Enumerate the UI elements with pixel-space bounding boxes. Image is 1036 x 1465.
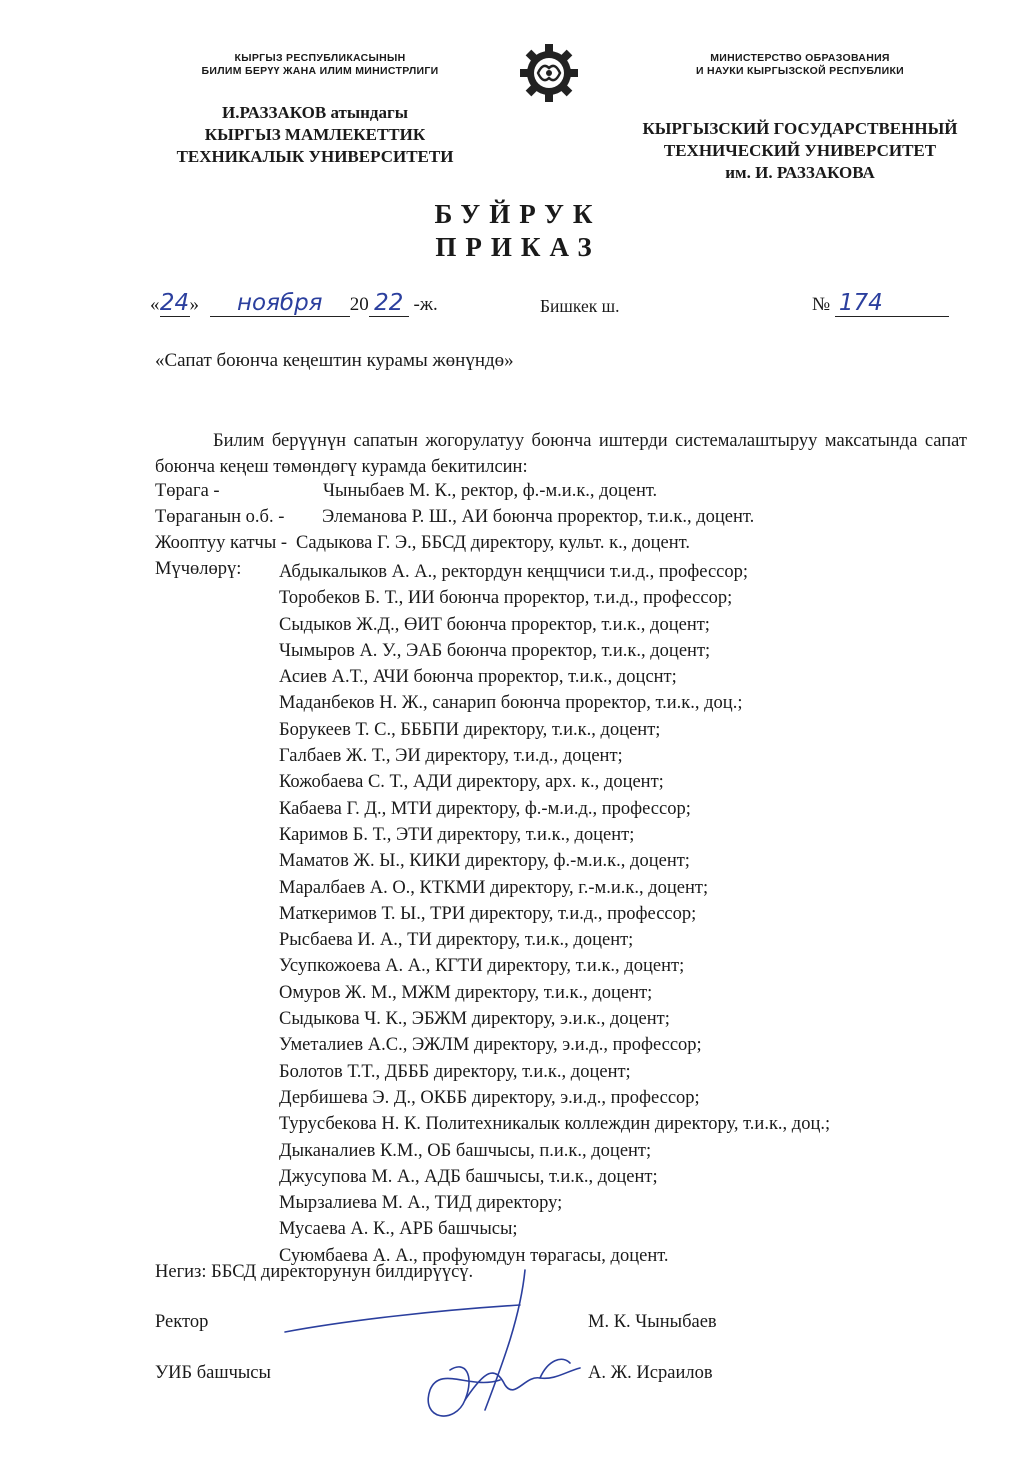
member-item: Сыдыкова Ч. К., ЭБЖМ директору, э.и.к., доцент;	[279, 1009, 670, 1030]
right-university-name	[620, 118, 980, 184]
left-ministry-line: БИЛИМ БЕРҮҮ ЖАНА ИЛИМ МИНИСТРЛИГИ	[201, 65, 439, 77]
member-item: Суюмбаева А. А., профуюмдун төрагасы, доцент.	[279, 1245, 669, 1266]
document-title	[0, 198, 1036, 264]
date-close-quote: »	[189, 294, 199, 315]
number-value: 174	[835, 290, 949, 317]
head-name: А. Ж. Исраилов	[588, 1363, 713, 1383]
rector-label: Ректор	[155, 1312, 209, 1332]
member-item: Торобеков Б. Т., ИИ боюнча проректор, т.и.д., профессор;	[279, 588, 733, 609]
date-year-unit: -ж.	[413, 294, 438, 315]
right-university-line: им. И. РАЗЗАКОВА	[725, 163, 875, 182]
chair-label: Төрага -	[155, 481, 220, 501]
rector-name: М. К. Чыныбаев	[588, 1312, 717, 1332]
date-month: ноября	[210, 290, 350, 317]
member-item: Дербишева Э. Д., ОКББ директору, э.и.д., профессор;	[279, 1087, 700, 1108]
date-line	[150, 290, 438, 317]
date-day: 24	[159, 290, 190, 316]
date-open-quote: «	[150, 294, 160, 315]
title-line-russian: ПРИКАЗ	[435, 232, 601, 262]
member-item: Рысбаева И. А., ТИ директору, т.и.к., доцент;	[279, 930, 634, 951]
member-item: Асиев А.Т., АЧИ боюнча проректор, т.и.к., доцснт;	[279, 667, 677, 688]
members-label: Мүчөлөрү:	[155, 559, 242, 579]
member-item: Сыдыков Ж.Д., ӨИТ боюнча проректор, т.и.к., доцент;	[279, 614, 710, 635]
members-list	[279, 559, 979, 1269]
member-item: Турусбекова Н. К. Политехникалык коллеждин директору, т.и.к., доц.;	[279, 1114, 831, 1135]
member-item: Уметалиев А.С., ЭЖЛМ директору, э.и.д., профессор;	[279, 1035, 702, 1056]
member-item: Каримов Б. Т., ЭТИ директору, т.и.к., доцент;	[279, 824, 635, 845]
head-label: УИБ башчысы	[155, 1363, 271, 1383]
order-number	[812, 290, 949, 317]
left-university-line: И.РАЗЗАКОВ атындагы	[221, 103, 409, 122]
member-item: Мусаева А. К., АРБ башчысы;	[279, 1219, 518, 1240]
right-university-line: ТЕХНИЧЕСКИЙ УНИВЕРСИТЕТ	[663, 141, 937, 160]
title-line-kyrgyz: БУЙРУК	[434, 199, 602, 229]
date-year-prefix: 20	[349, 294, 369, 315]
right-ministry-line: МИНИСТЕРСТВО ОБРАЗОВАНИЯ	[710, 52, 890, 64]
basis-line: Негиз: ББСД директорунун билдирүүсү.	[155, 1262, 474, 1282]
member-item: Кабаева Г. Д., МТИ директору, ф.-м.и.д., профессор;	[279, 798, 691, 819]
member-item: Усупкожоева А. А., КГТИ директору, т.и.к., доцент;	[279, 956, 685, 977]
secretary-label: Жооптуу катчы -	[155, 533, 288, 553]
left-university-line: КЫРГЫЗ МАМЛЕКЕТТИК	[204, 125, 426, 144]
member-item: Маралбаев А. О., КТКМИ директору, г.-м.и.к., доцент;	[279, 877, 709, 898]
member-item: Маданбеков Н. Ж., санарип боюнча проректор, т.и.к., доц.;	[279, 693, 743, 714]
city: Бишкек ш.	[540, 296, 620, 316]
right-ministry-name	[650, 52, 950, 78]
secretary-entry: Садыкова Г. Э., ББСД директору, культ. к., доцент.	[296, 533, 690, 553]
member-item: Борукеев Т. С., БББПИ директору, т.и.к., доцент;	[279, 719, 661, 740]
member-item: Маматов Ж. Ы., КИКИ директору, ф.-м.и.к., доцент;	[279, 851, 690, 872]
intro-paragraph: Билим берүүнүн сапатын жогорулатуу боюнча иштерди системалаштыруу максатында сапат боюнча кеңеш төмөндөгү курамда бекитилсин:	[155, 431, 967, 478]
deputy-entry: Элеманова Р. Ш., АИ боюнча проректор, т.и.к., доцент.	[322, 507, 755, 527]
member-item: Болотов Т.Т., ДБББ директору, т.и.к., доцент;	[279, 1061, 631, 1082]
member-item: Маткеримов Т. Ы., ТРИ директору, т.и.д., профессор;	[279, 903, 697, 924]
right-university-line: КЫРГЫЗСКИЙ ГОСУДАРСТВЕННЫЙ	[642, 119, 958, 138]
left-ministry-line: КЫРГЫЗ РЕСПУБЛИКАСЫНЫН	[234, 52, 406, 64]
member-item: Абдыкалыков А. А., ректордун кеңщчиси т.и.д., профессор;	[279, 562, 749, 582]
member-item: Дыканалиев К.М., ОБ башчысы, п.и.к., доцент;	[279, 1140, 652, 1161]
member-item: Мырзалиева М. А., ТИД директору;	[279, 1193, 563, 1214]
number-label: №	[812, 294, 831, 315]
left-university-name	[140, 102, 490, 168]
left-ministry-name	[160, 52, 480, 78]
member-item: Джусупова М. А., АДБ башчысы, т.и.к., доцент;	[279, 1166, 658, 1187]
deputy-label: Төраганын о.б. -	[155, 507, 285, 527]
date-year-suffix: 22	[369, 290, 409, 317]
right-ministry-line: И НАУКИ КЫРГЫЗСКОЙ РЕСПУБЛИКИ	[695, 65, 905, 77]
member-item: Кожобаева С. Т., АДИ директору, арх. к., доцент;	[279, 772, 664, 793]
left-university-line: ТЕХНИКАЛЫК УНИВЕРСИТЕТИ	[176, 147, 454, 166]
university-gear-emblem-icon	[518, 42, 580, 104]
member-item: Омуров Ж. М., МЖМ директору, т.и.к., доцент;	[279, 982, 653, 1003]
member-item: Чымыров А. У., ЭАБ боюнча проректор, т.и.к., доцент;	[279, 640, 711, 661]
handwritten-signature	[270, 1260, 600, 1440]
chair-entry: Чыныбаев М. К., ректор, ф.-м.и.к., доцент.	[323, 481, 658, 501]
member-item: Галбаев Ж. Т., ЭИ директору, т.и.д., доцент;	[279, 746, 623, 767]
document-subject: «Сапат боюнча кеңештин курамы жөнүндө»	[155, 350, 514, 371]
